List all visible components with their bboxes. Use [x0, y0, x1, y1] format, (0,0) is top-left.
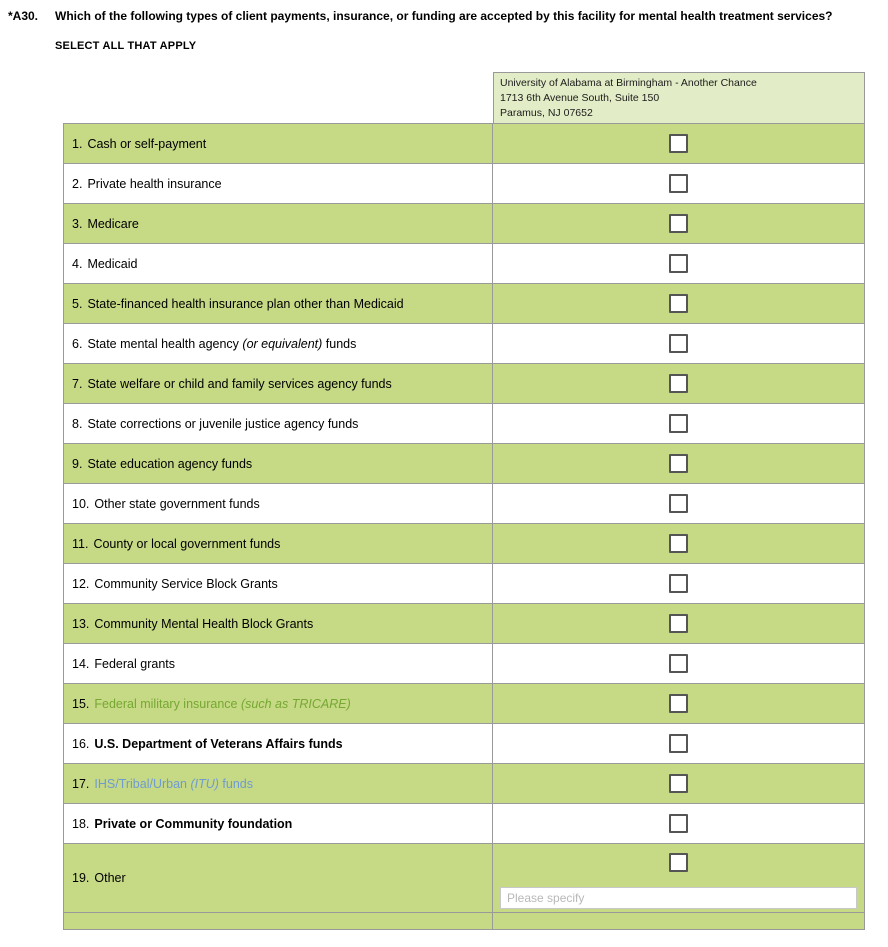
row-number: 10.	[72, 496, 90, 511]
row-label-segment: IHS/Tribal/Urban	[94, 776, 191, 791]
checkbox-cell	[493, 644, 864, 683]
row-label	[64, 244, 493, 283]
row-checkbox-12[interactable]	[669, 574, 688, 593]
table-row-10	[64, 484, 864, 524]
row-label	[64, 564, 493, 603]
row-label-segment: Community Mental Health Block Grants	[94, 616, 314, 631]
row-label	[64, 764, 493, 803]
row-number: 15.	[72, 696, 90, 711]
facility-header	[493, 72, 865, 123]
checkbox-cell	[493, 484, 864, 523]
row-checkbox-10[interactable]	[669, 494, 688, 513]
row-number: 7.	[72, 376, 83, 391]
checkbox-cell	[493, 204, 864, 243]
row-label	[64, 124, 493, 163]
row-number: 9.	[72, 456, 83, 471]
row-checkbox-7[interactable]	[669, 374, 688, 393]
checkbox-cell	[493, 564, 864, 603]
row-checkbox-4[interactable]	[669, 254, 688, 273]
checkbox-cell	[493, 604, 864, 643]
row-number: 19.	[72, 871, 90, 885]
row-checkbox-3[interactable]	[669, 214, 688, 233]
row-checkbox-14[interactable]	[669, 654, 688, 673]
table-row-5	[64, 284, 864, 324]
please-specify-input[interactable]	[500, 887, 857, 909]
table-rows	[63, 123, 865, 930]
row-label-segment: Federal military insurance	[94, 696, 241, 711]
checkbox-cell	[493, 244, 864, 283]
table-row-19	[64, 844, 864, 913]
question-text: Which of the following types of client payments, insurance, or funding are accepted by this facility for mental health treatment services?	[55, 9, 833, 23]
row-label-text	[94, 871, 125, 885]
table-row-12	[64, 564, 864, 604]
row-label-segment: County or local government funds	[93, 536, 281, 551]
row-label-segment: State-financed health insurance plan other than Medicaid	[87, 296, 404, 311]
header-spacer	[63, 72, 493, 123]
row-label-text	[87, 297, 403, 311]
table-row-4	[64, 244, 864, 284]
row-label	[64, 324, 493, 363]
checkbox-cell	[493, 684, 864, 723]
row-label-segment: Cash or self-payment	[87, 136, 207, 151]
table-row-7	[64, 364, 864, 404]
row-label	[64, 644, 493, 683]
row-number: 13.	[72, 616, 90, 631]
checkbox-cell	[493, 724, 864, 763]
row-checkbox-13[interactable]	[669, 614, 688, 633]
checkbox-cell	[493, 284, 864, 323]
row-checkbox-17[interactable]	[669, 774, 688, 793]
table-row-6	[64, 324, 864, 364]
row-number: 8.	[72, 416, 83, 431]
checkbox-cell	[493, 404, 864, 443]
row-label-segment: Private health insurance	[87, 176, 222, 191]
row-label-text	[94, 737, 342, 751]
row-label-segment: Federal grants	[94, 656, 175, 671]
checkbox-cell	[493, 124, 864, 163]
row-checkbox-19[interactable]	[669, 853, 688, 872]
facility-address-line1: 1713 6th Avenue South, Suite 150	[500, 91, 660, 104]
row-label-segment: Medicaid	[87, 256, 138, 271]
checkbox-cell	[493, 324, 864, 363]
row-number: 3.	[72, 216, 83, 231]
row-label-segment: Other	[94, 871, 126, 885]
row-label-segment: State mental health agency	[87, 336, 243, 351]
question-body	[55, 9, 888, 52]
row-label-text	[94, 697, 350, 711]
row-label-segment: (or equivalent)	[242, 336, 323, 351]
row-number: 5.	[72, 296, 83, 311]
row-label-segment: Community Service Block Grants	[94, 576, 278, 591]
row-number: 11.	[72, 536, 89, 551]
row-checkbox-16[interactable]	[669, 734, 688, 753]
row-label	[64, 724, 493, 763]
question-instruction: SELECT ALL THAT APPLY	[55, 40, 197, 52]
row-label-text	[87, 137, 206, 151]
row-checkbox-5[interactable]	[669, 294, 688, 313]
table-row-3	[64, 204, 864, 244]
row-label-segment: funds	[218, 776, 254, 791]
row-label-text	[93, 537, 280, 551]
row-label-text	[87, 377, 391, 391]
checkbox-cell	[493, 524, 864, 563]
checkbox-cell	[493, 444, 864, 483]
question-number: *A30.	[8, 9, 39, 23]
row-label-segment: State corrections or juvenile justice agency funds	[87, 416, 359, 431]
row-label-text	[87, 337, 356, 351]
checkbox-cell	[493, 764, 864, 803]
row-checkbox-2[interactable]	[669, 174, 688, 193]
row-label-text	[87, 417, 358, 431]
table-header-row	[63, 72, 865, 123]
table-row-17	[64, 764, 864, 804]
row-checkbox-1[interactable]	[669, 134, 688, 153]
checkbox-cell	[493, 804, 864, 843]
payment-types-table	[63, 72, 865, 930]
checkbox-cell	[493, 164, 864, 203]
row-label	[64, 284, 493, 323]
row-number: 12.	[72, 576, 90, 591]
row-label	[64, 204, 493, 243]
row-label-segment: Medicare	[87, 216, 139, 231]
row-number: 6.	[72, 336, 83, 351]
table-row-15	[64, 684, 864, 724]
row-label-text	[94, 777, 253, 791]
row-checkbox-9[interactable]	[669, 454, 688, 473]
row-label-segment: funds	[322, 336, 357, 351]
row-label-text	[87, 257, 137, 271]
row-label	[64, 684, 493, 723]
row-label-segment: State welfare or child and family services agency funds	[87, 376, 392, 391]
row-number: 4.	[72, 256, 83, 271]
table-row-14	[64, 644, 864, 684]
row-checkbox-6[interactable]	[669, 334, 688, 353]
row-number: 2.	[72, 176, 83, 191]
table-row-13	[64, 604, 864, 644]
row-checkbox-11[interactable]	[669, 534, 688, 553]
partial-next-row	[64, 913, 864, 930]
row-checkbox-15[interactable]	[669, 694, 688, 713]
table-row-11	[64, 524, 864, 564]
row-label-segment: Other state government funds	[94, 496, 260, 511]
checkbox-cell	[493, 364, 864, 403]
row-label-segment: U.S. Department of Veterans Affairs funds	[94, 736, 343, 751]
table-row-18	[64, 804, 864, 844]
row-label	[64, 404, 493, 443]
row-label-text	[87, 177, 221, 191]
row-label	[64, 524, 493, 563]
row-label	[64, 484, 493, 523]
row-label	[64, 844, 493, 912]
row-label	[64, 364, 493, 403]
facility-address-line2: Paramus, NJ 07652	[500, 106, 593, 119]
row-label-text	[94, 657, 175, 671]
table-row-1	[64, 124, 864, 164]
row-checkbox-8[interactable]	[669, 414, 688, 433]
row-number: 18.	[72, 816, 90, 831]
row-number: 17.	[72, 776, 90, 791]
question-block	[0, 0, 888, 52]
row-label-segment: Private or Community foundation	[94, 816, 293, 831]
table-row-2	[64, 164, 864, 204]
table-row-16	[64, 724, 864, 764]
row-number: 16.	[72, 736, 90, 751]
table-row-9	[64, 444, 864, 484]
row-label-segment: State education agency funds	[87, 456, 253, 471]
row-label-text	[94, 617, 313, 631]
facility-name: University of Alabama at Birmingham - Another Chance	[500, 77, 757, 89]
row-label-segment: (ITU)	[190, 776, 219, 791]
row-label	[64, 604, 493, 643]
checkbox-cell	[493, 844, 864, 912]
row-label	[64, 444, 493, 483]
row-checkbox-18[interactable]	[669, 814, 688, 833]
row-label-text	[94, 577, 277, 591]
row-label-segment: (such as TRICARE)	[240, 696, 351, 711]
row-label	[64, 804, 493, 843]
partial-row-checkbox-cell	[493, 913, 864, 929]
table-row-8	[64, 404, 864, 444]
partial-row-label	[64, 913, 493, 929]
row-number: 1.	[72, 136, 83, 151]
row-label	[64, 164, 493, 203]
row-label-text	[94, 497, 259, 511]
row-label-text	[94, 817, 292, 831]
row-label-text	[87, 217, 138, 231]
row-label-text	[87, 457, 252, 471]
row-number: 14.	[72, 656, 90, 671]
